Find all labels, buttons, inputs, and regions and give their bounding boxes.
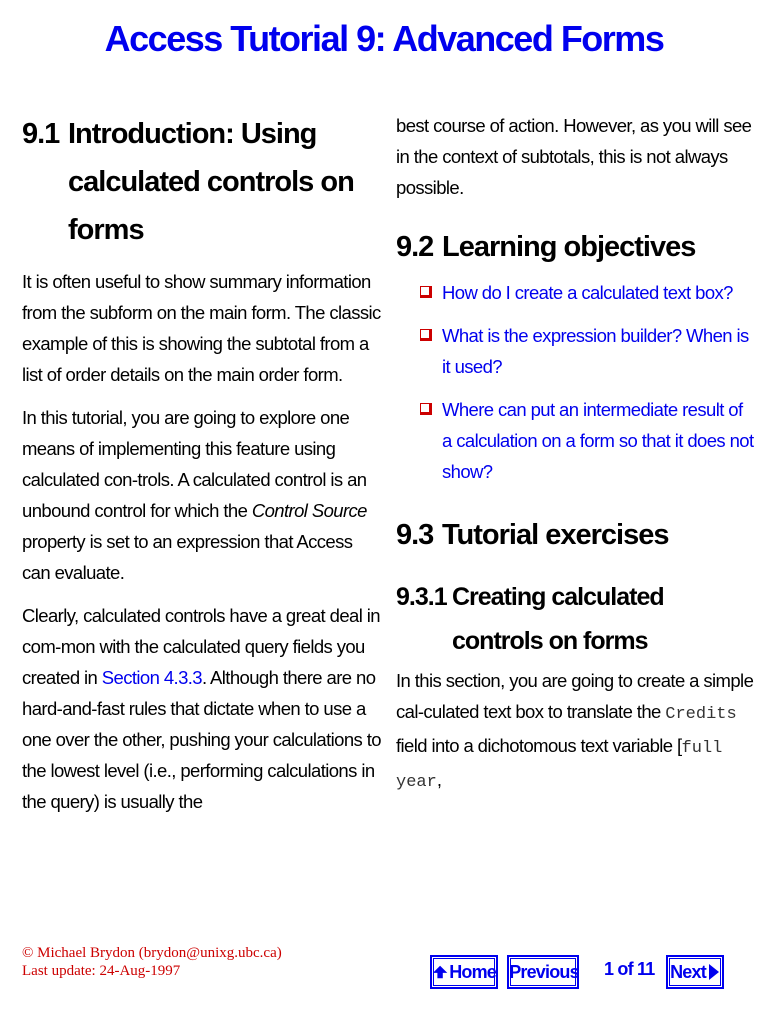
- next-label: Next: [670, 961, 706, 982]
- right-column: [396, 110, 756, 798]
- copyright-line: © Michael Brydon (brydon@unixg.ubc.ca): [22, 945, 282, 961]
- text: ,: [436, 769, 442, 790]
- section-number: 9.2: [396, 231, 434, 263]
- checkbox-bullet-icon: [420, 403, 432, 415]
- section-number: 9.1: [22, 118, 60, 150]
- text: In this tutorial, you are going to explore one means of implementing this feature using calculated con-trols. A calculated control is an unbound control for which the: [22, 407, 367, 521]
- next-button[interactable]: [666, 955, 724, 989]
- section-title: Learning objectives: [442, 231, 696, 263]
- section-title: Tutorial exercises: [442, 519, 669, 551]
- text: property is set to an expression that Access can evaluate.: [22, 531, 353, 583]
- section-number: 9.3: [396, 519, 434, 551]
- text: field into a dichotomous text variable [: [396, 735, 682, 756]
- objective-item[interactable]: [420, 394, 756, 487]
- right-arrow-icon: [708, 963, 720, 981]
- full-year-code: full year: [396, 739, 723, 792]
- objective-text: Where can put an intermediate result of a calculation on a form so that it does not show?: [442, 399, 754, 482]
- objective-item[interactable]: [420, 277, 756, 308]
- text: Clearly, calculated controls have a great deal in com-mon with the calculated query fields you created in: [22, 605, 380, 688]
- section-title: Introduction: Using calculated controls on forms: [68, 118, 354, 246]
- continued-paragraph: best course of action. However, as you will see in the context of subtotals, this is not always possible.: [396, 115, 752, 198]
- last-update-line: Last update: 24-Aug-1997: [22, 963, 181, 979]
- section-4-3-3-link[interactable]: Section 4.3.3: [101, 667, 202, 688]
- left-column: [22, 110, 382, 817]
- previous-label: Previous: [509, 961, 579, 982]
- checkbox-bullet-icon: [420, 329, 432, 341]
- intro-paragraph-2: [22, 402, 382, 588]
- section-9-3-1-heading: [396, 575, 756, 663]
- section-title: Creating calculated controls on forms: [452, 583, 664, 655]
- objective-text: What is the expression builder? When is it used?: [442, 325, 749, 377]
- footer: [22, 944, 282, 980]
- section-9-3-heading: [396, 511, 756, 559]
- text: In this section, you are going to create a simple cal-culated text box to translate the: [396, 670, 754, 722]
- home-button[interactable]: [430, 955, 498, 989]
- intro-paragraph-3: [22, 600, 382, 817]
- section-number: 9.3.1: [396, 583, 447, 611]
- checkbox-bullet-icon: [420, 286, 432, 298]
- objective-item[interactable]: [420, 320, 756, 382]
- previous-button[interactable]: [507, 955, 579, 989]
- exercise-paragraph: [396, 665, 756, 798]
- home-label: Home: [449, 961, 496, 982]
- control-source-emphasis: Control Source: [251, 500, 367, 521]
- intro-paragraph-1: It is often useful to show summary information from the subform on the main form. The classic example of this is showing the subtotal from a list of order details on the main order form.: [22, 271, 381, 385]
- page-title: Access Tutorial 9: Advanced Forms: [104, 18, 664, 59]
- section-9-1-heading: [22, 110, 382, 254]
- up-arrow-icon: [432, 964, 448, 980]
- text: . Although there are no hard-and-fast rules that dictate when to use a one over the other, pushing your calculations to the lowest level (i.e., performing calculations in the query) is usually the: [22, 667, 381, 812]
- credits-field-code: Credits: [665, 705, 737, 724]
- section-9-2-heading: [396, 223, 756, 271]
- page-number: 1 of 11: [604, 959, 655, 979]
- objective-text: How do I create a calculated text box?: [442, 282, 733, 303]
- objectives-list: [396, 277, 756, 487]
